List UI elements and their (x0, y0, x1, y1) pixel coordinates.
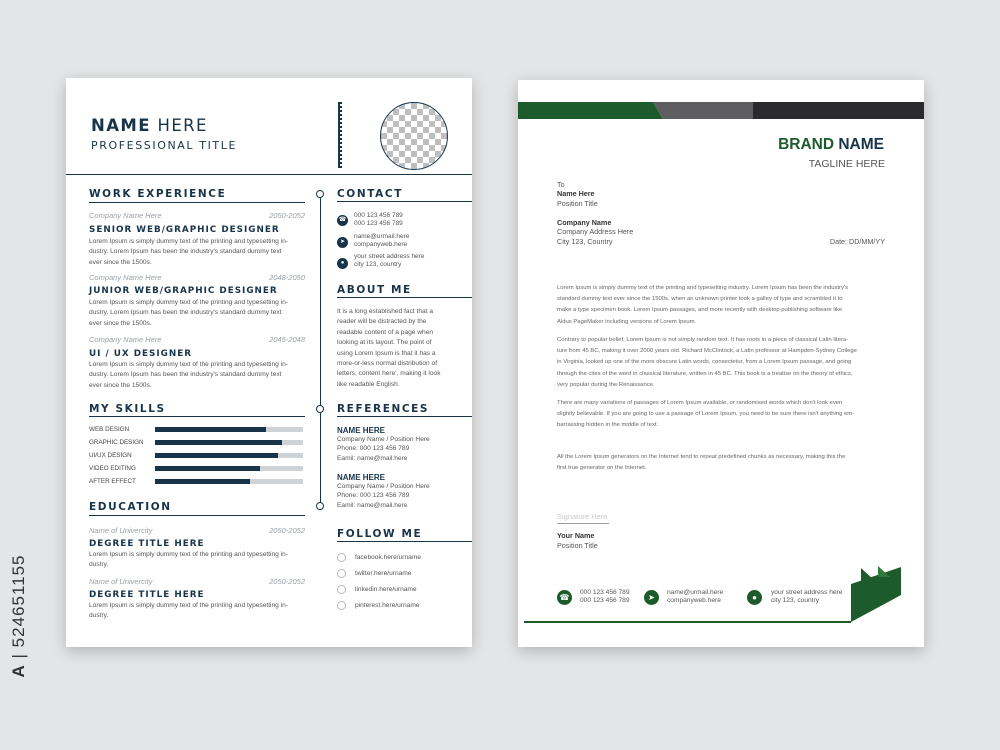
education-dates: 2050-2052 (269, 526, 305, 535)
skill-bar (155, 427, 303, 432)
section-rule (89, 202, 305, 203)
section-rule (89, 416, 305, 417)
header-divider (338, 102, 342, 168)
job-title: UI / UX DESIGNER (89, 349, 193, 359)
references-heading: REFERENCES (337, 403, 430, 415)
photo-placeholder (380, 102, 448, 170)
footer-corner-shape (851, 567, 901, 622)
phone-icon: ☎ (557, 590, 572, 605)
skill-bar (155, 466, 303, 471)
reference-entry (337, 473, 430, 510)
letter-paragraph: Lorem Ipsum is simply dummy text of the printing and typesetting industry. Lorem Ipsum has been the industry's standard dummy text ever since the 1500s, when an unknown printer took a galley of type and scrambled it to make a type specimen book. Lorem Ipsum passages, and more recently with desktop publishing software like Aldus PageMaker including versions of Lorem Ipsum. (557, 285, 849, 325)
contact-heading: CONTACT (337, 188, 403, 200)
follow-heading: FOLLOW ME (337, 528, 423, 540)
send-icon: ➤ (644, 590, 659, 605)
skill-bar (155, 479, 303, 484)
header-color-bars (518, 102, 924, 119)
send-icon: ➤ (337, 237, 348, 248)
reference-phone: Phone: 000 123 456 789 (337, 492, 410, 500)
letter-paragraph: All the Lorem Ipsum generators on the Internet tend to repeat predefined chunks as necessary, making this the first true generator on the Internet. (557, 454, 846, 472)
job-description: Lorem Ipsum is simply dummy text of the printing and typesetting in- dustry. Lorem Ipsum has been the industry's standard dummy text ever since the 1500s. (89, 299, 288, 327)
job-dates: 2048-2050 (269, 273, 305, 282)
stock-id: A | 524651155 (9, 554, 28, 678)
education-dates: 2050-2052 (269, 577, 305, 586)
company-block (557, 218, 633, 246)
resume-page (66, 78, 472, 647)
contact-address: your street address here city 123, country (354, 253, 425, 269)
company-address: Company Address Here (557, 227, 634, 237)
job-company: Company Name Here (89, 335, 162, 344)
section-rule (337, 416, 472, 417)
footer-triangle (861, 568, 876, 582)
social-link-linkedin[interactable]: linkedin.here/urname (355, 586, 417, 593)
degree-title: DEGREE TITLE HERE (89, 590, 205, 600)
to-label: To (557, 180, 565, 189)
recipient-name: Name Here (557, 189, 595, 199)
footer-address: your street address here city 123, country (771, 589, 843, 605)
skill-bar-fill (155, 466, 260, 471)
resume-name: NAME HERE (91, 116, 208, 135)
degree-title: DEGREE TITLE HERE (89, 539, 205, 549)
section-rule (337, 297, 472, 298)
social-link-facebook[interactable]: facebook.here/urname (355, 554, 421, 561)
letterhead-page (518, 80, 924, 647)
section-rule (337, 541, 472, 542)
signature-rule (557, 523, 609, 524)
timeline-dot (316, 190, 324, 198)
footer-phone: 000 123 456 789 000 123 456 789 (580, 589, 630, 605)
skill-bar-fill (155, 479, 250, 484)
sender-name: Your Name (557, 531, 595, 540)
skill-label: UI/UX DESIGN (89, 452, 132, 459)
skill-label: AFTER EFFECT (89, 478, 136, 485)
reference-entry (337, 426, 430, 463)
job-dates: 2050-2052 (269, 211, 305, 220)
reference-name: NAME HERE (337, 473, 386, 482)
green-bar (518, 102, 663, 119)
social-link-pinterest[interactable]: pinterest.here/urname (355, 602, 420, 609)
letter-paragraph: Contrary to popular belief, Lorem Ipsum is not simply random text. It has roots in a piece of classical Latin litera- ture from 45 BC, making it over 2000 years old. Richard McClintock, a Latin professor at Hampden-Sydney College in Virginia, looked up one of the more obscure Latin words, consectetur, from a Lorem Ipsum passage, and going through the cites of the word in classical literature, written in 45 BC. This book is a treatise on the theory of ethics, very popular during the Renaissance. (557, 337, 857, 388)
about-heading: ABOUT ME (337, 284, 412, 296)
section-rule (337, 201, 472, 202)
dark-bar (753, 102, 924, 119)
reference-email: Eamil: name@mail.here (337, 454, 408, 462)
location-icon: ● (747, 590, 762, 605)
education-description: Lorem Ipsum is simply dummy text of the printing and typesetting in- dustry. (89, 602, 288, 620)
facebook-icon (337, 553, 346, 562)
skill-bar-fill (155, 453, 278, 458)
school-name: Name of Univercity (89, 526, 153, 535)
pinterest-icon (337, 601, 346, 610)
timeline-dot (316, 405, 324, 413)
section-rule (89, 515, 305, 516)
letter-paragraph: There are many variations of passages of Lorem Ipsum available, or randomised words which don't look even slightly believable. If you are going to use a passage of Lorem Ipsum, you need to be sure there isn't anything em- barrassing hidden in the middle of text. (557, 400, 855, 429)
company-name: Company Name (557, 218, 612, 227)
reference-phone: Phone: 000 123 456 789 (337, 445, 410, 453)
section-timeline (320, 194, 321, 510)
contact-phone: 000 123 456 789 000 123 456 789 (354, 212, 403, 228)
contact-email: name@urmail.here companyweb.here (354, 233, 410, 249)
skill-label: WEB DESIGN (89, 426, 130, 433)
work-experience-heading: WORK EXPERIENCE (89, 188, 227, 200)
reference-email: Eamil: name@mail.here (337, 501, 408, 509)
job-title: JUNIOR WEB/GRAPHIC DESIGNER (89, 286, 278, 296)
education-heading: EDUCATION (89, 501, 172, 513)
reference-position: Company Name / Position Here (337, 436, 430, 443)
twitter-icon (337, 569, 346, 578)
skill-bar (155, 440, 303, 445)
skill-label: GRAPHIC DESIGN (89, 439, 144, 446)
letter-date: Date: DD/MM/YY (829, 237, 885, 246)
brand-name: BRAND NAME (778, 136, 884, 153)
header-rule (66, 174, 472, 175)
education-description: Lorem Ipsum is simply dummy text of the printing and typesetting in- dustry. (89, 551, 288, 569)
phone-icon: ☎ (337, 215, 348, 226)
location-icon: ● (337, 258, 348, 269)
about-text: It is a long established fact that a reader will be distracted by the readable content of a page when looking at its layout. The point of using Lorem Ipsum is that it has a more-or-less normal distribution of letters, content here', making it look like readable English. (337, 308, 441, 388)
skills-list (89, 426, 309, 490)
company-city: City 123, Country (557, 236, 613, 246)
reference-name: NAME HERE (337, 426, 386, 435)
skill-bar (155, 453, 303, 458)
skills-heading: MY SKILLS (89, 403, 166, 415)
skill-label: VIDEO EDITING (89, 465, 136, 472)
tagline: TAGLINE HERE (808, 158, 885, 170)
sender-title: Position Title (557, 541, 598, 550)
professional-title: PROFESSIONAL TITLE (91, 139, 238, 152)
gray-bar (653, 102, 753, 119)
recipient-block (557, 180, 598, 208)
linkedin-icon (337, 585, 346, 594)
skill-bar-fill (155, 440, 282, 445)
job-company: Company Name Here (89, 211, 162, 220)
job-company: Company Name Here (89, 273, 162, 282)
footer-graphic (518, 562, 924, 626)
footer-email: name@urmail.here companyweb.here (667, 589, 724, 605)
reference-position: Company Name / Position Here (337, 483, 430, 490)
skill-bar-fill (155, 427, 266, 432)
recipient-title: Position Title (557, 198, 598, 208)
stock-watermark (4, 520, 34, 720)
signature: Signature Here (557, 512, 608, 521)
school-name: Name of Univercity (89, 577, 153, 586)
job-title: SENIOR WEB/GRAPHIC DESIGNER (89, 225, 280, 235)
job-dates: 2045-2048 (269, 335, 305, 344)
timeline-dot (316, 502, 324, 510)
job-description: Lorem Ipsum is simply dummy text of the printing and typesetting in- dustry. Lorem Ipsum has been the industry's standard dummy text ever since the 1500s. (89, 238, 288, 266)
social-link-twitter[interactable]: twitter.here/urname (355, 570, 412, 577)
job-description: Lorem Ipsum is simply dummy text of the printing and typesetting in- dustry. Lorem Ipsum has been the industry's standard dummy text ever since the 1500s. (89, 361, 288, 389)
